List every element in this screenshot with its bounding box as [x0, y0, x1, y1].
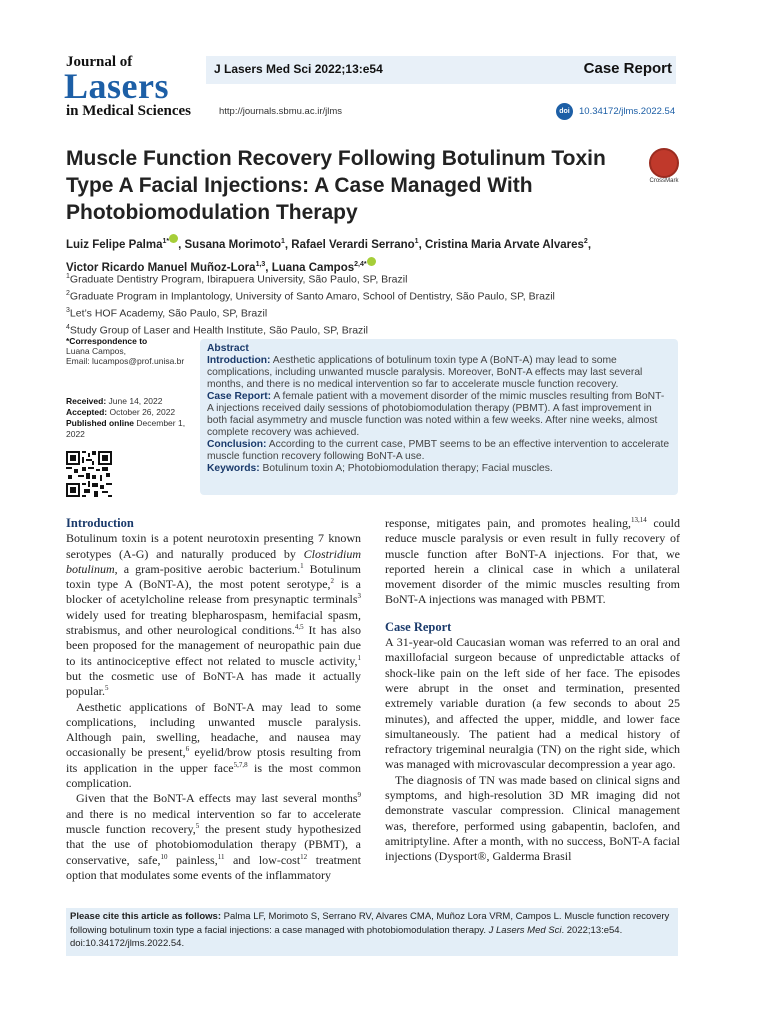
correspondence-email[interactable]: Email: lucampos@prof.unisa.br: [66, 356, 185, 366]
journal-name-line3: in Medical Sciences: [66, 103, 191, 119]
paragraph: A 31-year-old Caucasian woman was referred to an oral and maxillofacial surgeon because of unpredictable attacks of shock-like pain on the left side of her face. The episodes were abrupt in the onset and termination, presented extremely variable duration (a few seconds to about 25 minutes), and affected the upper, middle, and lower face simultaneously. The patient had a medical history of refractory trigeminal neuralgia (TN) on the right side, which was managed with microvascular decompression a year ago.: [385, 635, 680, 772]
body-column-left: [66, 516, 361, 883]
paragraph: Botulinum toxin is a potent neurotoxin presenting 7 known serotypes (A-G) and naturally produced by Clostridium botulinum, a gram-positive aerobic bacterium.$^1$ Botulinum toxin type A (BoNT-A), the most potent serotype,$^2$ is a blocker of acetylcholine release from presynaptic terminals$^3$ widely used for treating blepharospasm, hemifacial spasm, strabismus, and other neurological conditions.$^{4,5}$ It has also been proposed for the management of neuropathic pain due to its antinociceptive effect not related to muscle activity,$^1$ but the cosmetic use of BoNT-A has made it actually popular.$^5$: [66, 531, 361, 699]
abstract-concl-label: Conclusion:: [207, 439, 267, 450]
affiliation-item: [66, 287, 555, 304]
abstract-case-text: A female patient with a movement disorder of the mimic muscles resulting from BoNT-A injections received daily sessions of photobiomodulation therapy (PBMT). A fast improvement in both facial asymmetry and muscle function was noted within a few weeks. After nine weeks, almost complete recovery was achieved.: [207, 391, 665, 438]
body-column-right: [385, 516, 680, 865]
orcid-icon[interactable]: [367, 257, 376, 266]
affiliation-text: Let’s HOF Academy, São Paulo, SP, Brazil: [69, 307, 268, 320]
doi-icon: doi: [556, 103, 573, 120]
affiliation-item: [66, 270, 555, 287]
citation-end: . 2022;13:e54. doi:10.34172/jlms.2022.54.: [70, 924, 623, 949]
author-sup: 1*: [162, 238, 170, 245]
article-type: Case Report: [583, 60, 672, 77]
article-dates: [66, 396, 206, 440]
author-name: Luiz Felipe Palma: [66, 238, 163, 251]
affiliation-text: Graduate Program in Implantology, University of Santo Amaro, School of Dentistry, São Paulo, SP, Brazil: [69, 290, 555, 303]
crossmark-badge[interactable]: [647, 148, 681, 184]
author-sup: 2,4*: [354, 260, 367, 268]
accepted-date: October 26, 2022: [109, 407, 176, 417]
online-date: December 1, 2022: [66, 418, 186, 439]
abstract-introduction: [207, 355, 670, 391]
affiliation-item: [66, 304, 555, 321]
affiliation-num: 1: [66, 273, 70, 280]
correspondence-name: Luana Campos,: [66, 346, 127, 356]
abstract-intro-text: Aesthetic applications of botulinum toxin type A (BoNT-A) may lead to some complications, including unwanted muscle paralysis. Moreover, BoNT-A effects may last several months, and there is no medical intervention so far to accelerate muscle function recovery.: [207, 355, 643, 390]
abstract-concl-text: According to the current case, PMBT seems to be an effective intervention to accelerate muscle function recovery following BoNT-A use.: [207, 439, 670, 462]
abstract-case: [207, 391, 670, 439]
citation-journal: J Lasers Med Sci: [488, 924, 562, 936]
received-label: Received:: [66, 396, 107, 406]
keywords-label: Keywords:: [207, 463, 260, 474]
correspondence: [66, 336, 206, 366]
author-sup: 1: [414, 238, 419, 245]
correspondence-label: *Correspondence to: [66, 336, 148, 346]
abstract-intro-label: Introduction:: [207, 355, 271, 366]
author-name: Luana Campos: [271, 261, 355, 274]
doi-text: 10.34172/jlms.2022.54: [579, 106, 676, 117]
keywords-text: Botulinum toxin A; Photobiomodulation therapy; Facial muscles.: [262, 463, 553, 474]
journal-logo: Lasers: [64, 66, 169, 106]
paragraph: response, mitigates pain, and promotes healing,$^{13,14}$ could reduce muscle paralysis or even result in fully recovery of muscle function after BoNT-A injections. For that, we reported herein a clinical case in which a unilateral movement disorder of the mimic muscles resulting from BoNT-A injections was managed with PBMT.: [385, 516, 680, 607]
qr-code-icon: [66, 451, 112, 497]
affiliation-num: 2: [66, 290, 70, 297]
author-sup: 2: [583, 238, 588, 245]
citation-body: Palma LF, Morimoto S, Serrano RV, Alvares CMA, Muñoz Lora VRM, Campos L. Muscle function recovery following botulinum toxin type a facial injections: a case managed with photobiomodulation therapy.: [70, 911, 670, 936]
abstract-conclusion: [207, 439, 670, 463]
crossmark-icon: [649, 148, 679, 178]
affiliation-num: 4: [66, 324, 70, 331]
paragraph: The diagnosis of TN was made based on clinical signs and symptoms, and high-resolution 3D MR imaging did not demonstrate vascular compression. Clinical management was, therefore, performed using gabapentin, baclofen, and amitriptyline. After a month, with no success, BoNT-A facial injections (Dysport®, Galderma Brasil: [385, 772, 680, 864]
author-name: Victor Ricardo Manuel Muñoz-Lora: [66, 261, 256, 274]
journal-citation: J Lasers Med Sci 2022;13:e54: [214, 62, 383, 76]
abstract-case-label: Case Report:: [207, 391, 272, 402]
author-list: Luiz Felipe Palma$^{1*}$ , Susana Morimoto$^1$, Rafael Verardi Serrano$^1$, Cristina Maria Arvate Alvares$^2$, Victor Ricardo Manuel Muñoz-Lora$^{1,3}$, Luana Campos$^{2,4*}$: [66, 232, 686, 278]
affiliations: [66, 270, 555, 338]
author-name: Rafael Verardi Serrano: [291, 238, 415, 251]
affiliation-text: Study Group of Laser and Health Institute, São Paulo, SP, Brazil: [69, 324, 368, 337]
paragraph: Given that the BoNT-A effects may last several months$^9$ and there is no medical intervention so far to accelerate muscle function recovery,$^5$ the present study hypothesized that the use of photobiomodulation therapy (PBMT), a conservative, safe,$^{10}$ painless,$^{11}$ and low-cost$^{12}$ treatment option that modulates some events of the inflammatory: [66, 791, 362, 882]
abstract-keywords: [207, 463, 670, 475]
citation-label: Please cite this article as follows:: [70, 911, 222, 922]
citation-text: [70, 910, 676, 951]
orcid-icon[interactable]: [169, 234, 178, 243]
section-heading-introduction: Introduction: [66, 516, 134, 530]
author-name: Cristina Maria Arvate Alvares: [424, 238, 584, 251]
author-name: Susana Morimoto: [184, 238, 281, 251]
crossmark-label: CrossMark: [649, 178, 679, 184]
journal-url-link[interactable]: http://journals.sbmu.ac.ir/jlms: [219, 106, 343, 117]
abstract-heading: Abstract: [207, 343, 249, 354]
article-title: Muscle Function Recovery Following Botulinum Toxin Type A Facial Injections: A Case Managed With Photobiomodulation Therapy: [66, 147, 606, 224]
author-sup: 1: [281, 238, 285, 245]
section-heading-case-report: Case Report: [385, 619, 452, 634]
journal-name-line1: Journal of: [66, 54, 133, 70]
accepted-label: Accepted:: [66, 407, 108, 417]
received-date: June 14, 2022: [108, 396, 163, 406]
affiliation-num: 3: [66, 307, 70, 314]
online-label: Published online: [66, 418, 135, 428]
paragraph: Aesthetic applications of BoNT-A may lead to some complications, including unwanted muscle paralysis. Although pain, swelling, headache, and nausea may occasionally be present,$^6$ eyelid/brow ptosis resulting from its application in the upper face$^{5,7,8}$ is the most common complication.: [66, 699, 361, 791]
abstract-box: [200, 339, 678, 495]
doi-link[interactable]: [556, 103, 675, 120]
author-sup: 1,3: [255, 260, 266, 268]
spacer: [385, 608, 680, 620]
affiliation-text: Graduate Dentistry Program, Ibirapuera University, São Paulo, SP, Brazil: [69, 273, 408, 286]
